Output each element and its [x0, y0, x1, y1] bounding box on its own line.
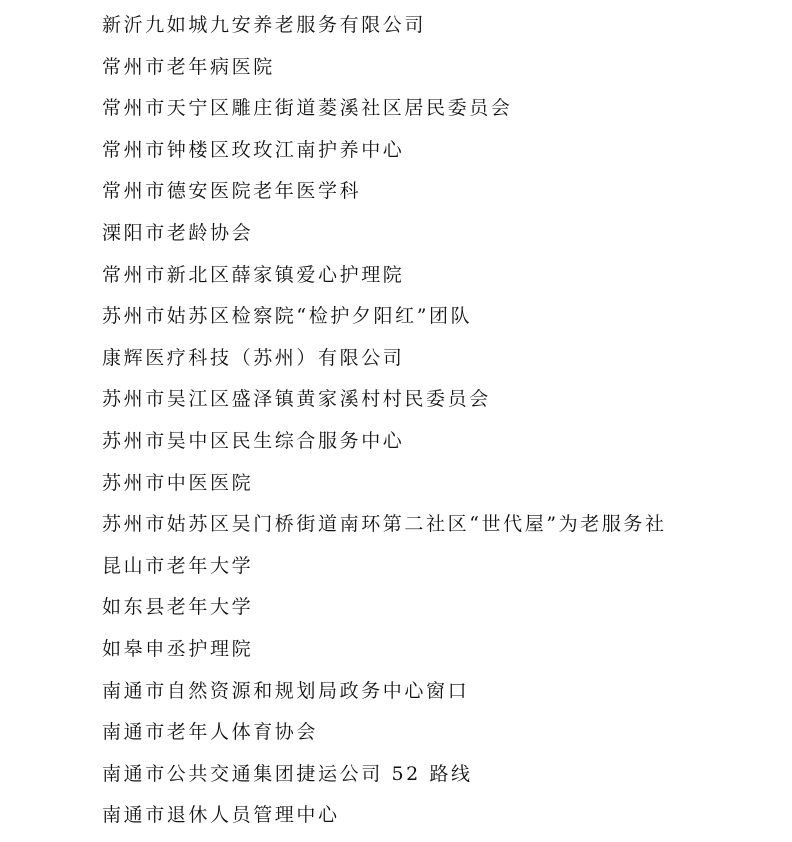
- organization-item: 苏州市吴中区民生综合服务中心: [102, 429, 405, 452]
- organization-item: 南通市老年人体育协会: [102, 721, 319, 744]
- organization-item: 南通市公共交通集团捷运公司 52 路线: [102, 762, 473, 785]
- organization-item: 常州市老年病医院: [102, 55, 275, 78]
- organization-item: 昆山市老年大学: [102, 554, 254, 577]
- organization-item: 常州市德安医院老年医学科: [102, 180, 362, 203]
- organization-item: 苏州市吴江区盛泽镇黄家溪村村民委员会: [102, 388, 491, 411]
- organization-item: 苏州市姑苏区吴门桥街道南环第二社区“世代屋”为老服务社: [102, 513, 667, 536]
- organization-item: 如东县老年大学: [102, 596, 254, 619]
- organization-item: 常州市钟楼区玫玫江南护养中心: [102, 138, 405, 161]
- organization-item: 溧阳市老龄协会: [102, 221, 254, 244]
- organization-item: 苏州市中医医院: [102, 471, 254, 494]
- organization-item: 新沂九如城九安养老服务有限公司: [102, 14, 427, 36]
- organization-list: [102, 8, 762, 840]
- organization-item: 苏州市姑苏区检察院“检护夕阳红”团队: [102, 305, 473, 328]
- organization-item: 常州市天宁区雕庄街道菱溪社区居民委员会: [102, 97, 513, 120]
- organization-item: 南通市退休人员管理中心: [102, 804, 340, 827]
- organization-item: 南通市自然资源和规划局政务中心窗口: [102, 679, 470, 702]
- organization-item: 康辉医疗科技（苏州）有限公司: [102, 346, 405, 369]
- organization-item: 常州市新北区薛家镇爱心护理院: [102, 263, 405, 286]
- organization-item: 如皋申丞护理院: [102, 637, 254, 660]
